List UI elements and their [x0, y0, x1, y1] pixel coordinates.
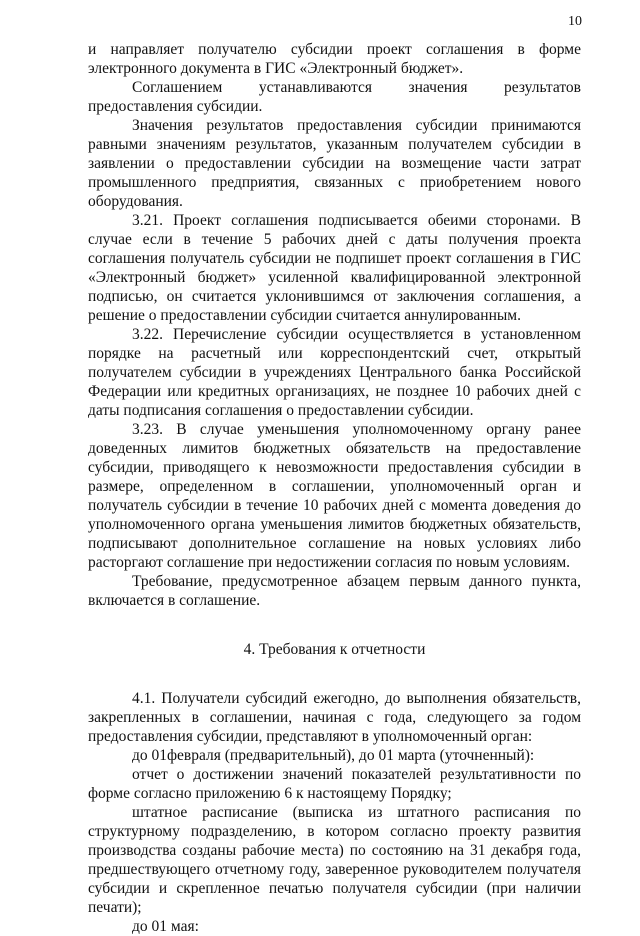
- paragraph: 4.1. Получатели субсидий ежегодно, до выполнения обязательств, закрепленных в соглашении, начиная с года, следующего за годом предоставления субсидии, представляют в уполномоченный орган:: [88, 690, 581, 745]
- paragraphs-before: [88, 40, 581, 610]
- paragraph: и направляет получателю субсидии проект соглашения в форме электронного документа в ГИС «Электронный бюджет».: [88, 41, 581, 77]
- paragraph: 3.23. В случае уменьшения уполномоченному органу ранее доведенных лимитов бюджетных обязательств на предоставление субсидии, приводящего к невозможности предоставления субсидии в размере, определенном в соглашении, уполномоченный орган и получатель субсидии в течение 10 рабочих дней с момента доведения до уполномоченного органа уменьшения лимитов бюджетных обязательств, подписывают дополнительное соглашение на новых условиях либо расторгают соглашение при недостижении согласия по новым условиям.: [88, 421, 581, 571]
- paragraph: 3.22. Перечисление субсидии осуществляется в установленном порядке на расчетный или корреспондентский счет, открытый получателем субсидии в учреждениях Центрального банка Российской Федерации или кредитных организациях, не позднее 10 рабочих дней с даты подписания соглашения о предоставлении субсидии.: [88, 326, 581, 419]
- paragraph: до 01февраля (предварительный), до 01 марта (уточненный):: [132, 747, 535, 764]
- paragraph: 3.21. Проект соглашения подписывается обеими сторонами. В случае если в течение 5 рабочих дней с даты получения проекта соглашения получатель субсидии не подпишет проект соглашения в ГИС «Электронный бюджет» усиленной квалифицированной электронной подписью, он считается уклонившимся от заключения соглашения, а решение о предоставлении субсидии считается аннулированным.: [88, 212, 581, 324]
- paragraph: Соглашением устанавливаются значения результатов предоставления субсидии.: [88, 79, 581, 115]
- paragraph: до 01 мая:: [132, 918, 199, 935]
- paragraphs-after: [88, 689, 581, 936]
- document-body: [88, 40, 581, 936]
- page-number: 10: [568, 14, 582, 29]
- paragraph: Требование, предусмотренное абзацем первым данного пункта, включается в соглашение.: [88, 573, 581, 609]
- paragraph: отчет о достижении значений показателей результативности по форме согласно приложению 6 к настоящему Порядку;: [88, 766, 581, 802]
- paragraph: штатное расписание (выписка из штатного расписания по структурному подразделению, в котором согласно проекту развития производства созданы рабочие места) по состоянию на 31 декабря года, предшествующего отчетному году, заверенное руководителем получателя субсидии и скрепленное печатью получателя субсидии (при наличии печати);: [88, 804, 581, 916]
- paragraph: Значения результатов предоставления субсидии принимаются равными значениям результатов, указанным получателем субсидии в заявлении о предоставлении субсидии на возмещение части затрат промышленного предприятия, связанных с приобретением нового оборудования.: [88, 117, 581, 210]
- section-heading: 4. Требования к отчетности: [243, 641, 426, 658]
